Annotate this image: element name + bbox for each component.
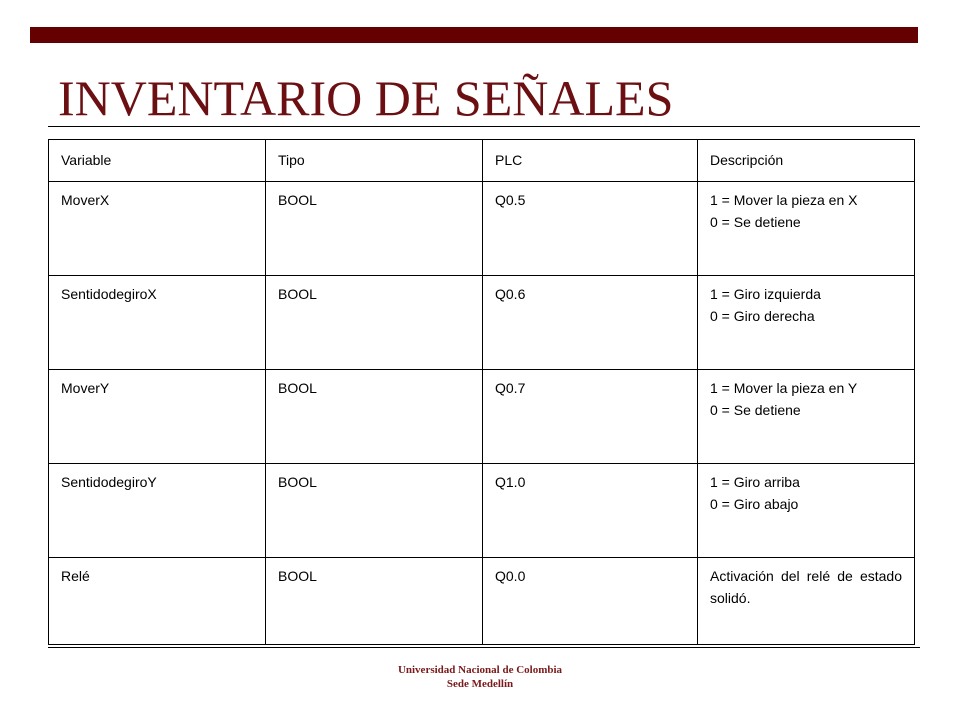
description-line: 1 = Mover la pieza en Y: [710, 380, 858, 396]
cell-descripcion: [698, 276, 915, 370]
cell-tipo: BOOL: [266, 464, 483, 558]
header-plc: PLC: [483, 140, 698, 182]
cell-variable: Relé: [49, 558, 266, 645]
signal-inventory-table: [48, 139, 915, 645]
header-descripcion: Descripción: [698, 140, 915, 182]
slide-title: INVENTARIO DE SEÑALES: [58, 70, 674, 126]
description-line: 0 = Giro derecha: [710, 308, 815, 324]
table-row: [49, 558, 915, 645]
cell-descripcion: [698, 182, 915, 276]
footer-divider: [48, 647, 920, 648]
table-row: [49, 464, 915, 558]
cell-plc: Q0.7: [483, 370, 698, 464]
cell-variable: SentidodegiroY: [49, 464, 266, 558]
table-header-row: [49, 140, 915, 182]
header-tipo: Tipo: [266, 140, 483, 182]
cell-variable: SentidodegiroX: [49, 276, 266, 370]
table-row: [49, 182, 915, 276]
top-accent-bar: [30, 27, 918, 43]
description-line: 1 = Giro arriba: [710, 474, 800, 490]
cell-plc: Q0.6: [483, 276, 698, 370]
cell-plc: Q0.5: [483, 182, 698, 276]
description-line: 1 = Giro izquierda: [710, 286, 821, 302]
cell-tipo: BOOL: [266, 370, 483, 464]
footer-institution: Universidad Nacional de Colombia: [397, 664, 563, 676]
cell-descripcion: [698, 370, 915, 464]
cell-tipo: BOOL: [266, 558, 483, 645]
cell-tipo: BOOL: [266, 276, 483, 370]
description-line: 0 = Se detiene: [710, 214, 801, 230]
table-row: [49, 370, 915, 464]
cell-plc: Q0.0: [483, 558, 698, 645]
footer-campus: Sede Medellín: [446, 678, 514, 690]
cell-descripcion: Activación del relé de estado solidó.: [698, 558, 915, 645]
table-row: [49, 276, 915, 370]
header-variable: Variable: [49, 140, 266, 182]
cell-descripcion: [698, 464, 915, 558]
title-divider: [48, 126, 920, 127]
cell-variable: MoverX: [49, 182, 266, 276]
description-line: 0 = Se detiene: [710, 402, 801, 418]
cell-tipo: BOOL: [266, 182, 483, 276]
description-line: 0 = Giro abajo: [710, 496, 799, 512]
cell-plc: Q1.0: [483, 464, 698, 558]
description-line: 1 = Mover la pieza en X: [710, 192, 858, 208]
cell-variable: MoverY: [49, 370, 266, 464]
